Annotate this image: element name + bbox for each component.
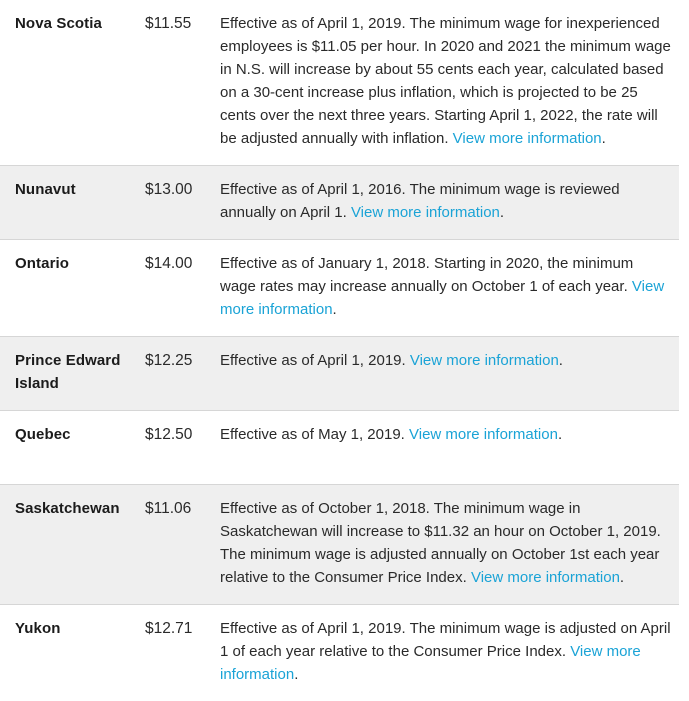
description-period: . <box>558 352 563 369</box>
province-name: Ontario <box>15 255 70 272</box>
view-more-link[interactable]: View more information <box>409 426 558 443</box>
table-row <box>0 0 679 166</box>
province-name: Quebec <box>15 426 71 443</box>
wage-description <box>220 240 672 336</box>
province-name: Saskatchewan <box>15 500 120 517</box>
wage-description <box>220 411 672 484</box>
description-text: Effective as of May 1, 2019. <box>220 426 405 443</box>
description-period: . <box>557 426 563 443</box>
view-more-link[interactable]: View more information <box>350 204 500 221</box>
wage-value: $13.00 <box>145 181 193 198</box>
description-period: . <box>332 301 337 318</box>
wage-description <box>220 485 672 604</box>
table-row <box>0 240 679 337</box>
description-text: Effective as of April 1, 2016. The minimum wage is reviewed annually on April 1. <box>220 181 620 221</box>
view-more-link[interactable]: View more information <box>470 569 620 586</box>
description-text: Effective as of October 1, 2018. The minimum wage in Saskatchewan will increase to $11.32 an hour on October 1, 2019. The minimum wage is adjusted annually on October 1st each year relative to the Consumer Price Index. <box>220 500 661 586</box>
table-row <box>0 337 679 411</box>
table-row <box>0 166 679 240</box>
description-period: . <box>619 569 625 586</box>
wage-description <box>220 605 672 701</box>
view-more-link[interactable]: View more information <box>452 130 602 147</box>
province-name: Nova Scotia <box>15 15 102 32</box>
province-name: Nunavut <box>15 181 76 198</box>
description-period: . <box>294 666 299 683</box>
table-row <box>0 485 679 605</box>
description-text: Effective as of April 1, 2019. <box>220 352 406 369</box>
description-period: . <box>499 204 505 221</box>
wage-description <box>220 0 672 165</box>
view-more-link[interactable]: View more information <box>220 278 665 318</box>
wage-description <box>220 166 672 239</box>
wage-value: $12.25 <box>145 352 193 369</box>
view-more-link[interactable]: View more information <box>409 352 559 369</box>
wage-value: $12.50 <box>145 426 193 443</box>
description-period: . <box>601 130 606 147</box>
table-row <box>0 605 679 701</box>
description-text: Effective as of January 1, 2018. Starting in 2020, the minimum wage rates may increase annually on October 1 of each year. <box>220 255 634 295</box>
wage-value: $11.06 <box>145 500 192 517</box>
wage-value: $11.55 <box>145 15 192 32</box>
description-text: Effective as of April 1, 2019. The minimum wage is adjusted on April 1 of each year relative to the Consumer Price Index. <box>220 620 671 660</box>
province-name: Yukon <box>15 620 61 637</box>
wage-description <box>220 337 672 410</box>
wage-value: $14.00 <box>145 255 193 272</box>
wage-value: $12.71 <box>145 620 193 637</box>
view-more-link[interactable]: View more information <box>220 643 641 683</box>
description-text: Effective as of April 1, 2019. The minimum wage for inexperienced employees is $11.05 per hour. In 2020 and 2021 the minimum wage in N.S. will increase by about 55 cents each year, calculated based on a 30-cent increase plus inflation, which is projected to be 25 cents over the next three years. Starting April 1, 2022, the rate will be adjusted annually with inflation. <box>220 15 671 147</box>
table-row <box>0 411 679 485</box>
province-name: Prince Edward Island <box>15 352 121 392</box>
